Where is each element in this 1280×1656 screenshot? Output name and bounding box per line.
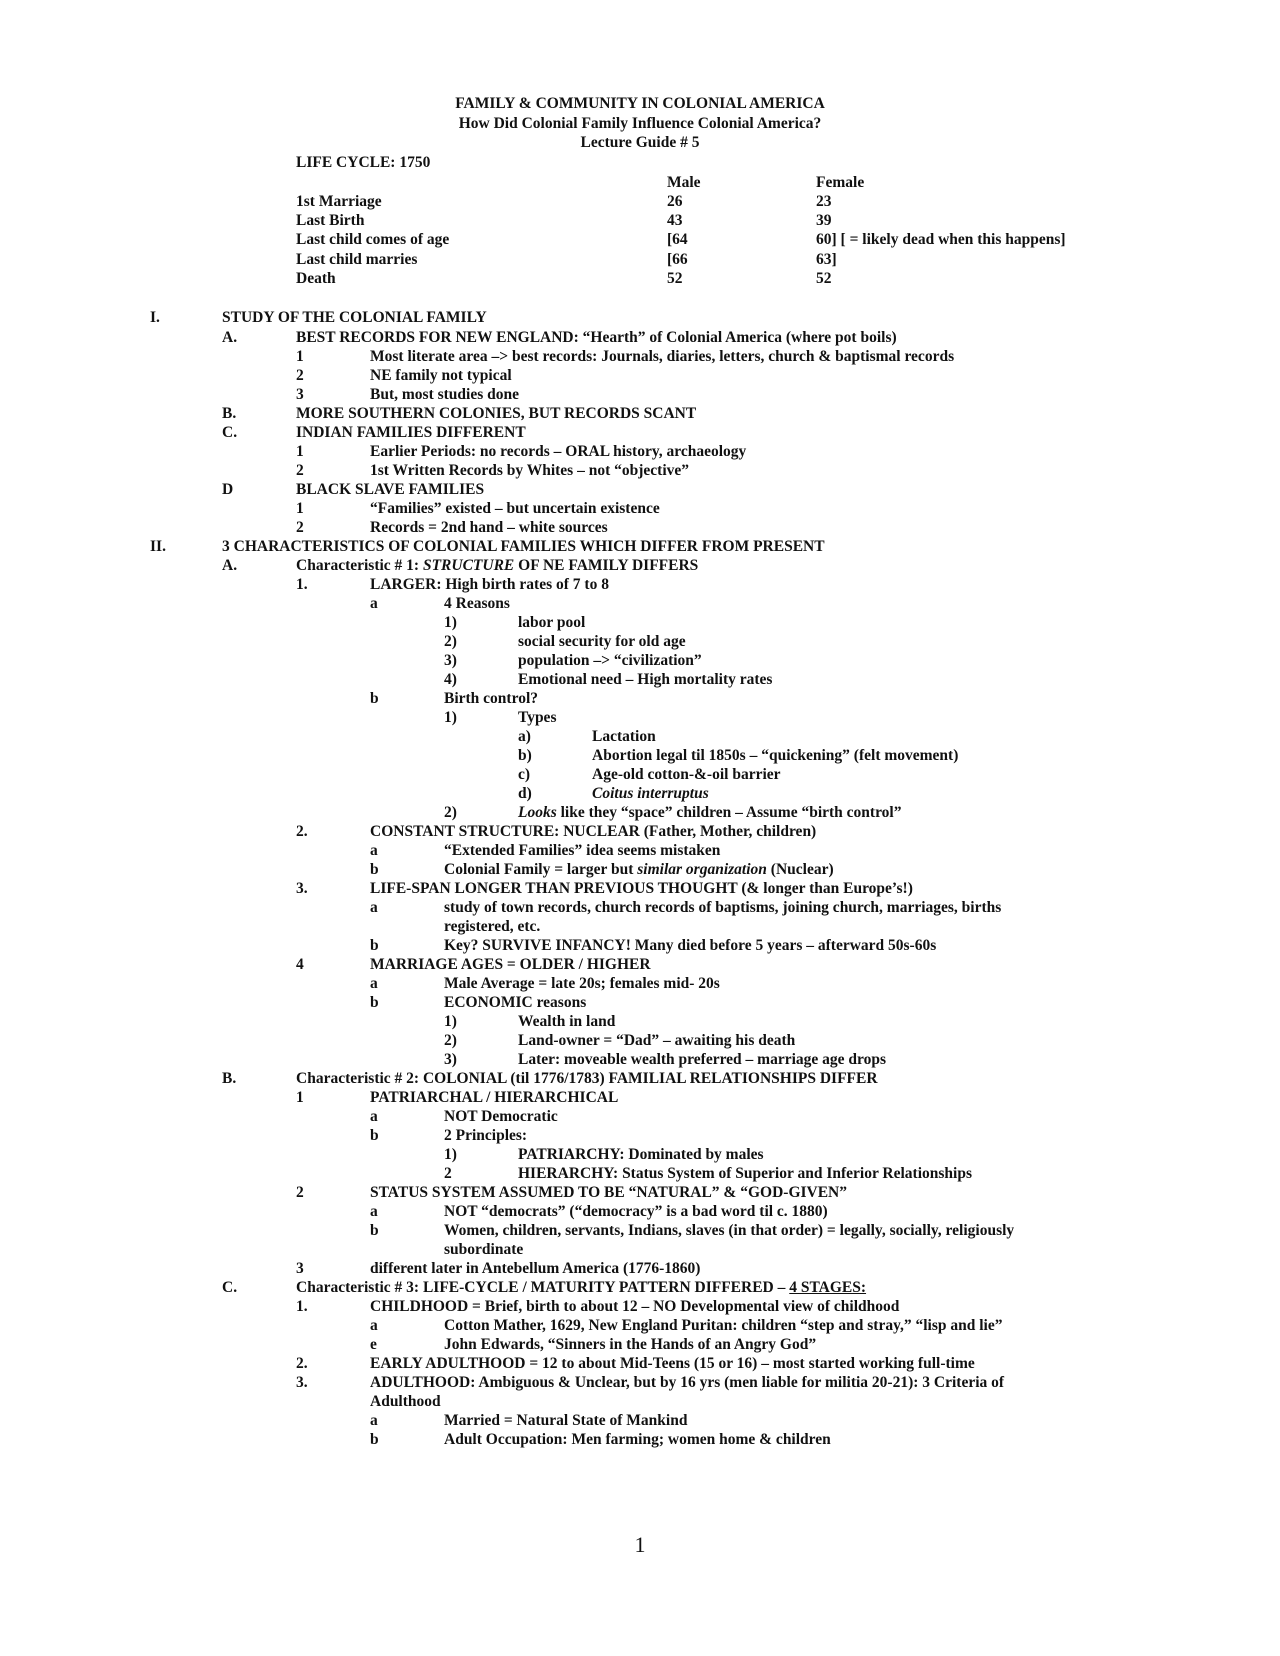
outline-marker: a: [370, 1108, 378, 1125]
life-cycle-title: LIFE CYCLE: 1750: [296, 154, 431, 171]
life-cycle-row-female: 63]: [816, 251, 837, 268]
outline-line: BLACK SLAVE FAMILIES: [296, 481, 485, 498]
life-cycle-row-label: Last child marries: [296, 251, 418, 268]
outline-line: MORE SOUTHERN COLONIES, BUT RECORDS SCANT: [296, 405, 697, 422]
outline-line: Emotional need – High mortality rates: [518, 671, 773, 688]
outline-line: Characteristic # 3: LIFE-CYCLE / MATURITY PATTERN DIFFERED – 4 STAGES:: [296, 1279, 867, 1296]
outline-marker: e: [370, 1336, 377, 1353]
outline-marker: 2: [296, 1184, 304, 1201]
outline-line: HIERARCHY: Status System of Superior and Inferior Relationships: [518, 1165, 973, 1182]
life-cycle-row-label: Last child comes of age: [296, 231, 450, 248]
outline-line: Abortion legal til 1850s – “quickening” (felt movement): [592, 747, 959, 764]
life-cycle-row-male: 26: [667, 193, 683, 210]
outline-line: Records = 2nd hand – white sources: [370, 519, 608, 536]
life-cycle-row-female: 60] [ = likely dead when this happens]: [816, 231, 1066, 248]
outline-marker: 1: [296, 500, 304, 517]
outline-marker: 3.: [296, 1374, 308, 1391]
outline-line: 4 Reasons: [444, 595, 510, 612]
outline-marker: 1.: [296, 1298, 308, 1315]
outline-line: ADULTHOOD: Ambiguous & Unclear, but by 16 yrs (men liable for militia 20-21): 3 Criteria of: [370, 1374, 1005, 1391]
outline-marker: b: [370, 690, 379, 707]
outline-line: Looks like they “space” children – Assume “birth control”: [518, 804, 902, 821]
outline-line: NOT “democrats” (“democracy” is a bad word til c. 1880): [444, 1203, 828, 1220]
outline-marker: 2): [444, 804, 457, 821]
outline-marker: a): [518, 728, 531, 745]
outline-line: social security for old age: [518, 633, 686, 650]
outline-marker: a: [370, 1203, 378, 1220]
outline-marker: 2: [296, 462, 304, 479]
outline-line: Land-owner = “Dad” – awaiting his death: [518, 1032, 796, 1049]
life-cycle-row-female: 52: [816, 270, 832, 287]
outline-marker: I.: [150, 309, 160, 326]
life-cycle-row-male: 43: [667, 212, 683, 229]
outline-line: Birth control?: [444, 690, 538, 707]
outline-line: Earlier Periods: no records – ORAL history, archaeology: [370, 443, 747, 460]
outline-marker: 1): [444, 1146, 457, 1163]
outline-marker: 1: [296, 1089, 304, 1106]
outline-marker: 2: [296, 367, 304, 384]
outline-line: INDIAN FAMILIES DIFFERENT: [296, 424, 526, 441]
outline-marker: b: [370, 1431, 379, 1448]
outline-line: Types: [518, 709, 557, 726]
life-cycle-row-label: Last Birth: [296, 212, 365, 229]
outline-line: Adult Occupation: Men farming; women home & children: [444, 1431, 831, 1448]
outline-line: John Edwards, “Sinners in the Hands of an Angry God”: [444, 1336, 817, 1353]
outline-marker: 2): [444, 633, 457, 650]
outline-line: Women, children, servants, Indians, slaves (in that order) = legally, socially, religiously: [444, 1222, 1015, 1239]
outline-marker: 2.: [296, 1355, 308, 1372]
life-cycle-row-male: 52: [667, 270, 683, 287]
outline-marker: A.: [222, 329, 238, 346]
outline-marker: b: [370, 937, 379, 954]
outline-line: Coitus interruptus: [592, 785, 709, 802]
outline-marker: 2: [296, 519, 304, 536]
outline-marker: 1: [296, 443, 304, 460]
outline-marker: B.: [222, 1070, 237, 1087]
outline-line: “Families” existed – but uncertain existence: [370, 500, 660, 517]
outline-marker: 1): [444, 1013, 457, 1030]
outline-marker: a: [370, 1412, 378, 1429]
outline-marker: a: [370, 842, 378, 859]
outline-line: NE family not typical: [370, 367, 512, 384]
outline-marker: 3: [296, 1260, 304, 1277]
outline-line: LIFE-SPAN LONGER THAN PREVIOUS THOUGHT (& longer than Europe’s!): [370, 880, 913, 897]
outline-line: “Extended Families” idea seems mistaken: [444, 842, 721, 859]
outline-line: Married = Natural State of Mankind: [444, 1412, 688, 1429]
outline-marker: d): [518, 785, 532, 802]
outline-marker: 3: [296, 386, 304, 403]
outline-line: LARGER: High birth rates of 7 to 8: [370, 576, 609, 593]
life-cycle-row-male: [64: [667, 231, 688, 248]
outline-marker: 1): [444, 709, 457, 726]
outline-marker: II.: [150, 538, 166, 555]
outline-line: Cotton Mather, 1629, New England Puritan: children “step and stray,” “lisp and lie”: [444, 1317, 1003, 1334]
life-cycle-row-female: 39: [816, 212, 832, 229]
outline-line: subordinate: [444, 1241, 524, 1258]
outline-marker: a: [370, 1317, 378, 1334]
outline-marker: a: [370, 595, 378, 612]
outline-line: MARRIAGE AGES = OLDER / HIGHER: [370, 956, 651, 973]
outline-line: population –> “civilization”: [518, 652, 702, 669]
outline-marker: b: [370, 861, 379, 878]
outline-line: Age-old cotton-&-oil barrier: [592, 766, 781, 783]
outline-marker: 3.: [296, 880, 308, 897]
outline-marker: a: [370, 899, 378, 916]
outline-marker: 2.: [296, 823, 308, 840]
outline-line: Key? SURVIVE INFANCY! Many died before 5 years – afterward 50s-60s: [444, 937, 937, 954]
outline-line: Adulthood: [370, 1393, 441, 1410]
outline-line: ECONOMIC reasons: [444, 994, 587, 1011]
outline-marker: 1: [296, 348, 304, 365]
document-subtitle: How Did Colonial Family Influence Colonial America?: [458, 115, 822, 132]
outline-marker: b: [370, 1222, 379, 1239]
outline-line: But, most studies done: [370, 386, 519, 403]
outline-line: Wealth in land: [518, 1013, 616, 1030]
outline-marker: 3): [444, 1051, 457, 1068]
outline-line: labor pool: [518, 614, 586, 631]
life-cycle-male-header: Male: [667, 174, 701, 191]
outline-line: BEST RECORDS FOR NEW ENGLAND: “Hearth” of Colonial America (where pot boils): [296, 329, 897, 346]
outline-line: 3 CHARACTERISTICS OF COLONIAL FAMILIES WHICH DIFFER FROM PRESENT: [222, 538, 825, 555]
outline-marker: b: [370, 1127, 379, 1144]
outline-line: Lactation: [592, 728, 656, 745]
outline-marker: b: [370, 994, 379, 1011]
outline-marker: D: [222, 481, 234, 498]
outline-marker: C.: [222, 424, 238, 441]
page-number: 1: [634, 1532, 646, 1557]
outline-line: study of town records, church records of baptisms, joining church, marriages, births: [444, 899, 1002, 916]
outline-marker: b): [518, 747, 532, 764]
outline-marker: c): [518, 766, 531, 783]
lecture-guide-label: Lecture Guide # 5: [580, 134, 700, 151]
outline-line: 2 Principles:: [444, 1127, 528, 1144]
outline-line: Characteristic # 2: COLONIAL (til 1776/1783) FAMILIAL RELATIONSHIPS DIFFER: [296, 1070, 878, 1087]
life-cycle-row-label: Death: [296, 270, 336, 287]
outline-marker: 4): [444, 671, 457, 688]
outline-line: 1st Written Records by Whites – not “objective”: [370, 462, 690, 479]
document-title: FAMILY & COMMUNITY IN COLONIAL AMERICA: [455, 95, 825, 112]
outline-marker: 1): [444, 614, 457, 631]
outline-line: CONSTANT STRUCTURE: NUCLEAR (Father, Mother, children): [370, 823, 817, 840]
outline-line: NOT Democratic: [444, 1108, 558, 1125]
life-cycle-row-male: [66: [667, 251, 688, 268]
life-cycle-row-label: 1st Marriage: [296, 193, 382, 210]
outline-marker: C.: [222, 1279, 238, 1296]
outline-line: CHILDHOOD = Brief, birth to about 12 – NO Developmental view of childhood: [370, 1298, 900, 1315]
outline-line: STATUS SYSTEM ASSUMED TO BE “NATURAL” & “GOD-GIVEN”: [370, 1184, 848, 1201]
outline-line: Colonial Family = larger but similar organization (Nuclear): [444, 861, 834, 878]
outline-line: registered, etc.: [444, 918, 541, 935]
outline-marker: 3): [444, 652, 457, 669]
outline-marker: A.: [222, 557, 238, 574]
outline-marker: 4: [296, 956, 304, 973]
outline-line: Later: moveable wealth preferred – marriage age drops: [518, 1051, 887, 1068]
outline-line: EARLY ADULTHOOD = 12 to about Mid-Teens (15 or 16) – most started working full-time: [370, 1355, 975, 1372]
outline-marker: 1.: [296, 576, 308, 593]
outline-marker: 2): [444, 1032, 457, 1049]
outline-line: Characteristic # 1: STRUCTURE OF NE FAMILY DIFFERS: [296, 557, 699, 574]
outline-line: PATRIARCHY: Dominated by males: [518, 1146, 764, 1163]
outline-marker: B.: [222, 405, 237, 422]
life-cycle-row-female: 23: [816, 193, 832, 210]
outline-line: different later in Antebellum America (1776-1860): [370, 1260, 701, 1277]
outline-line: Most literate area –> best records: Journals, diaries, letters, church & baptismal records: [370, 348, 955, 365]
outline-marker: 2: [444, 1165, 452, 1182]
outline-marker: a: [370, 975, 378, 992]
outline-line: Male Average = late 20s; females mid- 20s: [444, 975, 720, 992]
life-cycle-female-header: Female: [816, 174, 865, 191]
outline-line: STUDY OF THE COLONIAL FAMILY: [222, 309, 487, 326]
outline-line: PATRIARCHAL / HIERARCHICAL: [370, 1089, 619, 1106]
